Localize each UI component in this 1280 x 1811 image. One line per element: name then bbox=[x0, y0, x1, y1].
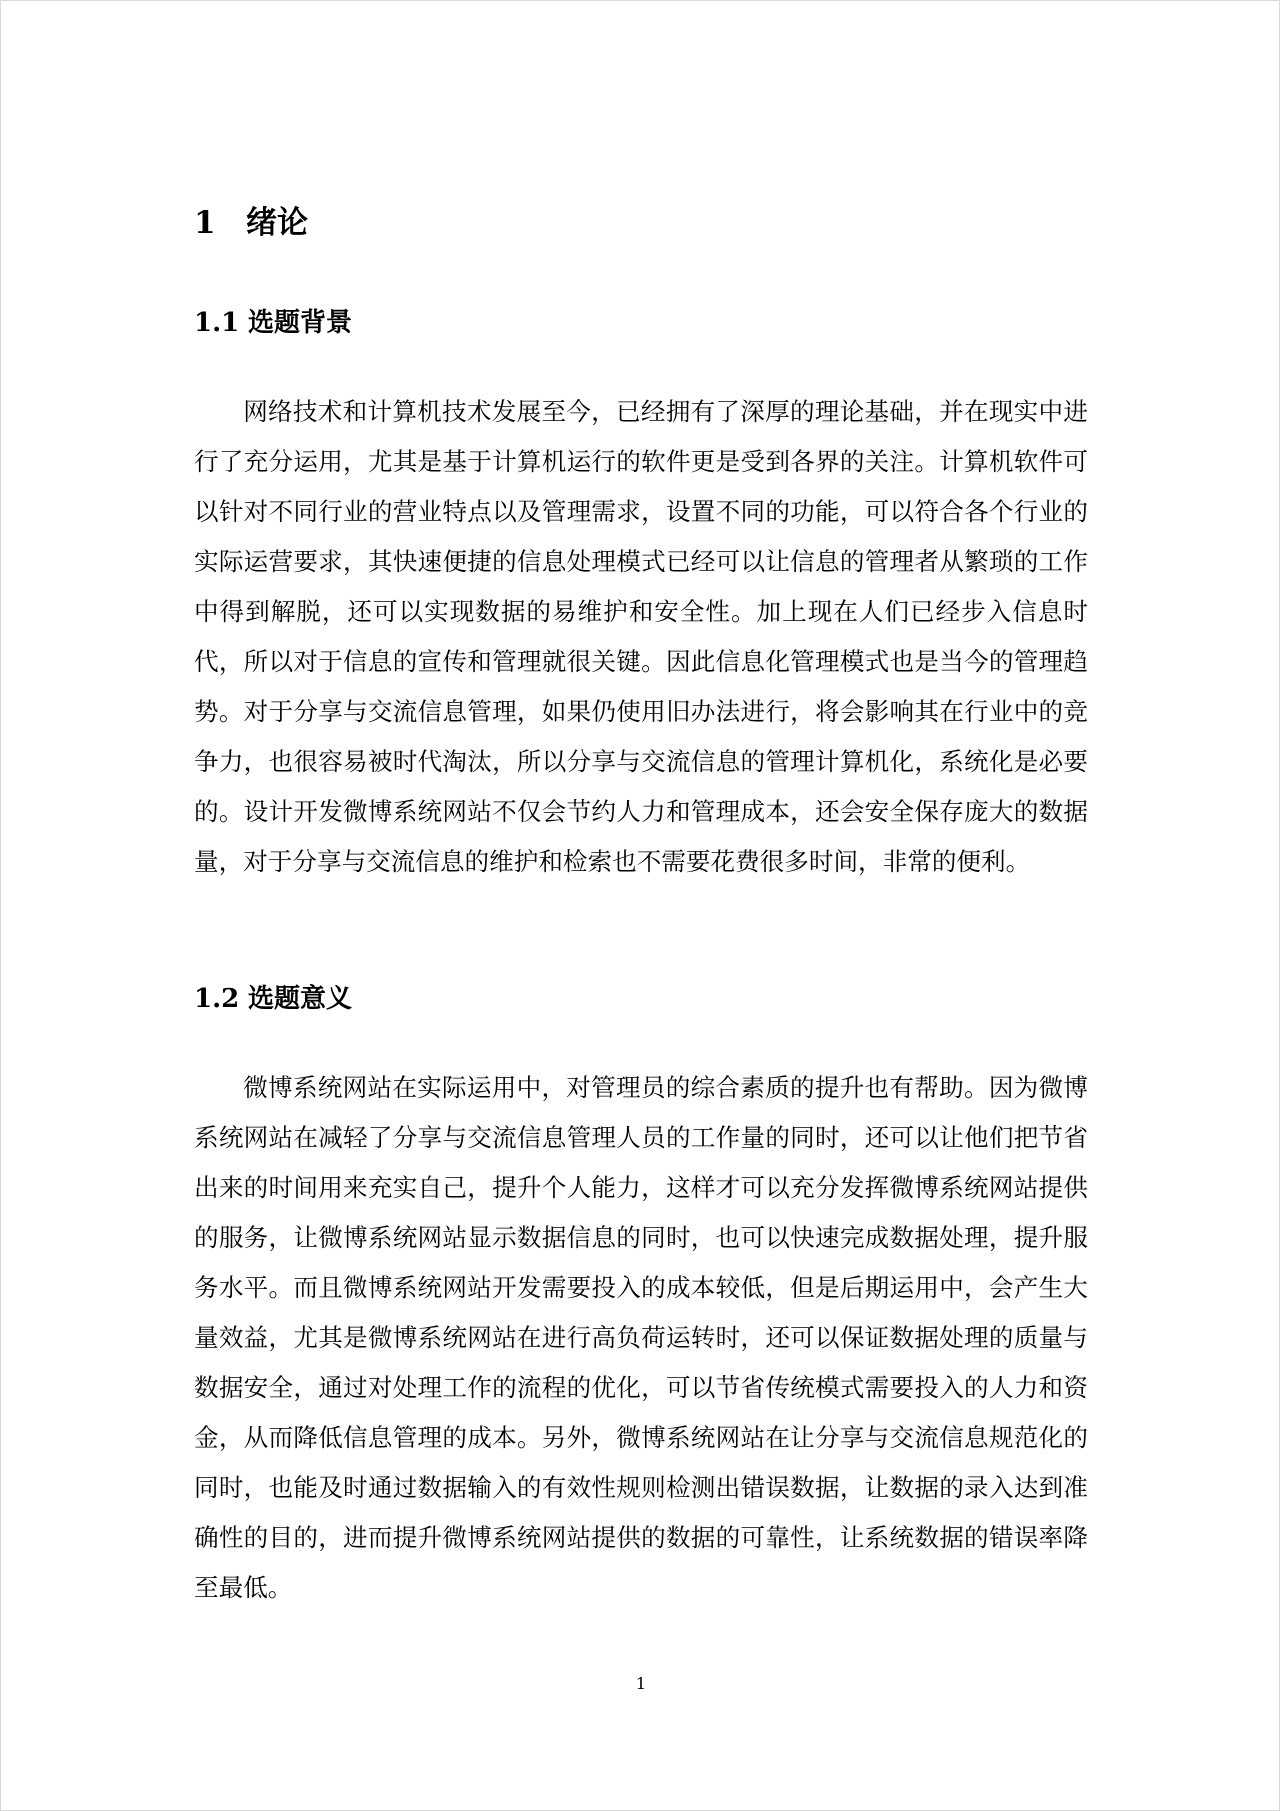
chapter-number: 1 bbox=[194, 205, 216, 241]
section-number: 1.1 bbox=[194, 308, 240, 338]
body-paragraph: 网络技术和计算机技术发展至今，已经拥有了深厚的理论基础，并在现实中进行了充分运用，尤其是基于计算机运行的软件更是受到各界的关注。计算机软件可以针对不同行业的营业特点以及管理需求，设置不同的功能，可以符合各个行业的实际运营要求，其快速便捷的信息处理模式已经可以让信息的管理者从繁琐的工作中得到解脱，还可以实现数据的易维护和安全性。加上现在人们已经步入信息时代，所以对于信息的宣传和管理就很关键。因此信息化管理模式也是当今的管理趋势。对于分享与交流信息管理，如果仍使用旧办法进行，将会影响其在行业中的竞争力，也很容易被时代淘汰，所以分享与交流信息的管理计算机化，系统化是必要的。设计开发微博系统网站不仅会节约人力和管理成本，还会安全保存庞大的数据量，对于分享与交流信息的维护和检索也不需要花费很多时间，非常的便利。 bbox=[194, 397, 1088, 876]
section-heading bbox=[194, 303, 352, 343]
chapter-heading bbox=[194, 199, 308, 247]
section-title: 选题意义 bbox=[248, 984, 353, 1014]
section-number: 1.2 bbox=[194, 984, 240, 1014]
section-title: 选题背景 bbox=[248, 308, 353, 338]
section-heading bbox=[194, 979, 352, 1019]
chapter-title: 绪论 bbox=[246, 205, 308, 241]
page-number: 1 bbox=[635, 1674, 647, 1693]
body-paragraph: 微博系统网站在实际运用中，对管理员的综合素质的提升也有帮助。因为微博系统网站在减轻了分享与交流信息管理人员的工作量的同时，还可以让他们把节省出来的时间用来充实自己，提升个人能力，这样才可以充分发挥微博系统网站提供的服务，让微博系统网站显示数据信息的同时，也可以快速完成数据处理，提升服务水平。而且微博系统网站开发需要投入的成本较低，但是后期运用中，会产生大量效益，尤其是微博系统网站在进行高负荷运转时，还可以保证数据处理的质量与数据安全，通过对处理工作的流程的优化，可以节省传统模式需要投入的人力和资金，从而降低信息管理的成本。另外，微博系统网站在让分享与交流信息规范化的同时，也能及时通过数据输入的有效性规则检测出错误数据，让数据的录入达到准确性的目的，进而提升微博系统网站提供的数据的可靠性，让系统数据的错误率降至最低。 bbox=[194, 1073, 1088, 1602]
